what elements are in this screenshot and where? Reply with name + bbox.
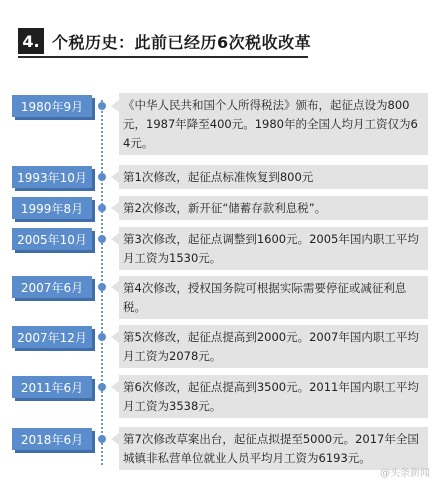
timeline-event-text: 第3次修改，起征点调整到1600元。2005年国内职工平均月工资为1530元。 <box>119 227 428 270</box>
timeline-event-text: 第2次修改，新开征“储蓄存款利息税”。 <box>119 196 428 220</box>
section-number-badge: 4. <box>18 28 44 54</box>
callout-arrow <box>111 433 119 445</box>
timeline-date: 2007年6月 <box>12 276 92 298</box>
header-underline <box>18 56 308 58</box>
timeline-event-text: 第5次修改，起征点提高到2000元。2007年国内职工平均月工资为2078元。 <box>119 325 428 368</box>
timeline-date: 1980年9月 <box>12 95 92 117</box>
timeline-dot <box>98 283 106 291</box>
timeline-event-text: 第6次修改，起征点提高到3500元。2011年国内职工平均月工资为3538元。 <box>119 375 428 418</box>
timeline-event-text: 第1次修改，起征点标准恢复到800元 <box>119 165 428 189</box>
timeline-event-text: 《中华人民共和国个人所得税法》颁布，起征点设为800元，1987年降至400元。1980年的全国人均月工资仅为64元。 <box>119 93 428 155</box>
timeline-date: 1999年8月 <box>12 197 92 219</box>
watermark: @头条新闻 <box>380 468 430 479</box>
timeline-dot <box>98 173 106 181</box>
callout-arrow <box>111 381 119 393</box>
timeline-date: 2005年10月 <box>12 228 92 250</box>
timeline-event-text: 第4次修改，授权国务院可根据实际需要停征或减征利息税。 <box>119 276 428 319</box>
callout-arrow <box>111 202 119 214</box>
callout-arrow <box>111 233 119 245</box>
timeline-dot <box>98 102 106 110</box>
callout-arrow <box>111 331 119 343</box>
callout-arrow <box>111 100 119 112</box>
callout-arrow <box>111 281 119 293</box>
timeline-event-text: 第7次修改草案出台，起征点拟提至5000元。2017年全国城镇非私营单位就业人员平均月工资为6193元。 <box>119 427 428 470</box>
timeline-dot <box>98 383 106 391</box>
timeline-date: 1993年10月 <box>12 166 92 188</box>
timeline-dot <box>98 333 106 341</box>
timeline-dot <box>98 435 106 443</box>
timeline-date: 2011年6月 <box>12 376 92 398</box>
callout-arrow <box>111 171 119 183</box>
timeline-dot <box>98 235 106 243</box>
section-title: 个税历史：此前已经历6次税收改革 <box>52 32 312 52</box>
timeline-date: 2007年12月 <box>12 326 92 348</box>
section-header <box>18 28 311 54</box>
timeline-date: 2018年6月 <box>12 428 92 450</box>
timeline-dot <box>98 204 106 212</box>
